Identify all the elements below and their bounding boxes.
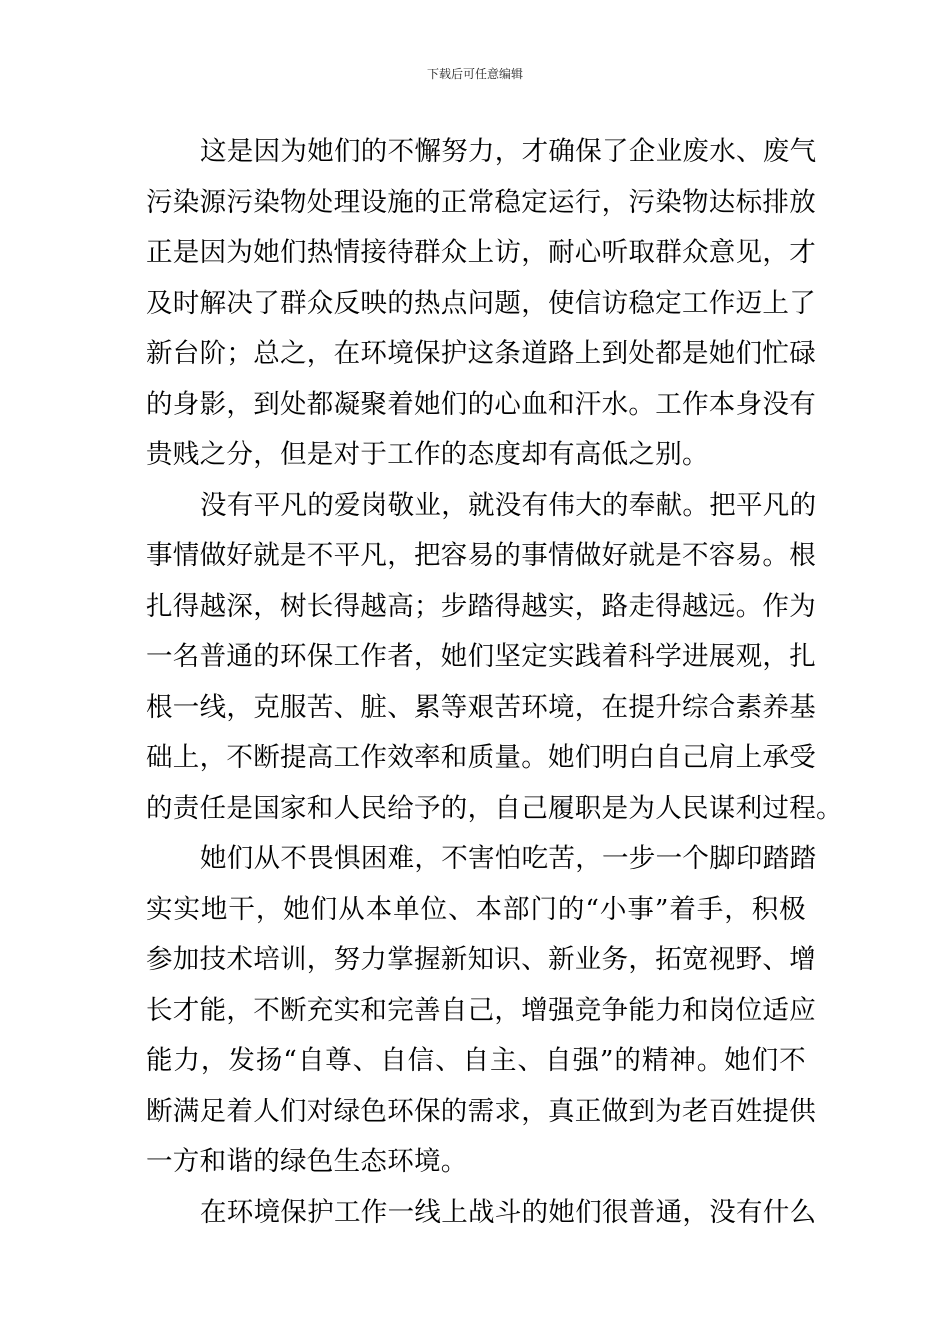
text-line: 及时解决了群众反映的热点问题，使信访稳定工作迈上了 xyxy=(146,287,816,319)
text-line: 一名普通的环保工作者，她们坚定实践着科学进展观，扎 xyxy=(146,641,816,672)
text-line: 事情做好就是不平凡，把容易的事情做好就是不容易。根 xyxy=(146,540,816,571)
paragraph-4 xyxy=(146,1188,817,1239)
paragraph-1 xyxy=(146,127,817,481)
text-line: 长才能，不断充实和完善自己，增强竞争能力和岗位适应 xyxy=(146,994,816,1026)
text-line: 参加技术培训，努力掌握新知识、新业务，拓宽视野、增 xyxy=(146,944,816,975)
text-line: 实实地干，她们从本单位、本部门的“小事”着手，积极 xyxy=(146,893,806,925)
text-line: 一方和谐的绿色生态环境。 xyxy=(146,1146,468,1177)
text-line: 能力，发扬“自尊、自信、自主、自强”的精神。她们不 xyxy=(146,1045,806,1076)
text-line: 扎得越深，树长得越高；步踏得越实，路走得越远。作为 xyxy=(146,590,816,622)
text-line: 正是因为她们热情接待群众上访，耐心听取群众意见，才 xyxy=(146,237,816,268)
paragraph-2 xyxy=(146,481,843,835)
text-line: 新台阶；总之，在环境保护这条道路上到处都是她们忙碌 xyxy=(146,338,816,369)
text-line: 的责任是国家和人民给予的，自己履职是为人民谋利过程。 xyxy=(146,792,843,824)
page-header-note: 下载后可任意编辑 xyxy=(426,67,523,81)
text-line: 这是因为她们的不懈努力，才确保了企业废水、废气 xyxy=(200,136,817,167)
text-line: 没有平凡的爱岗敬业，就没有伟大的奉献。把平凡的 xyxy=(200,489,817,521)
text-line: 断满足着人们对绿色环保的需求，真正做到为老百姓提供 xyxy=(146,1095,816,1127)
text-line: 的身影，到处都凝聚着她们的心血和汗水。工作本身没有 xyxy=(146,388,816,420)
paragraph-3 xyxy=(146,834,817,1188)
text-line: 础上，不断提高工作效率和质量。她们明白自己肩上承受 xyxy=(146,742,816,773)
document-body xyxy=(146,127,843,1238)
text-line: 污染源污染物处理设施的正常稳定运行，污染物达标排放 xyxy=(146,186,816,218)
text-line: 在环境保护工作一线上战斗的她们很普通，没有什么 xyxy=(200,1196,817,1228)
text-line: 根一线，克服苦、脏、累等艰苦环境，在提升综合素养基 xyxy=(146,691,816,723)
text-line: 她们从不畏惧困难，不害怕吃苦，一步一个脚印踏踏 xyxy=(200,843,817,874)
text-line: 贵贱之分，但是对于工作的态度却有高低之别。 xyxy=(146,439,709,470)
